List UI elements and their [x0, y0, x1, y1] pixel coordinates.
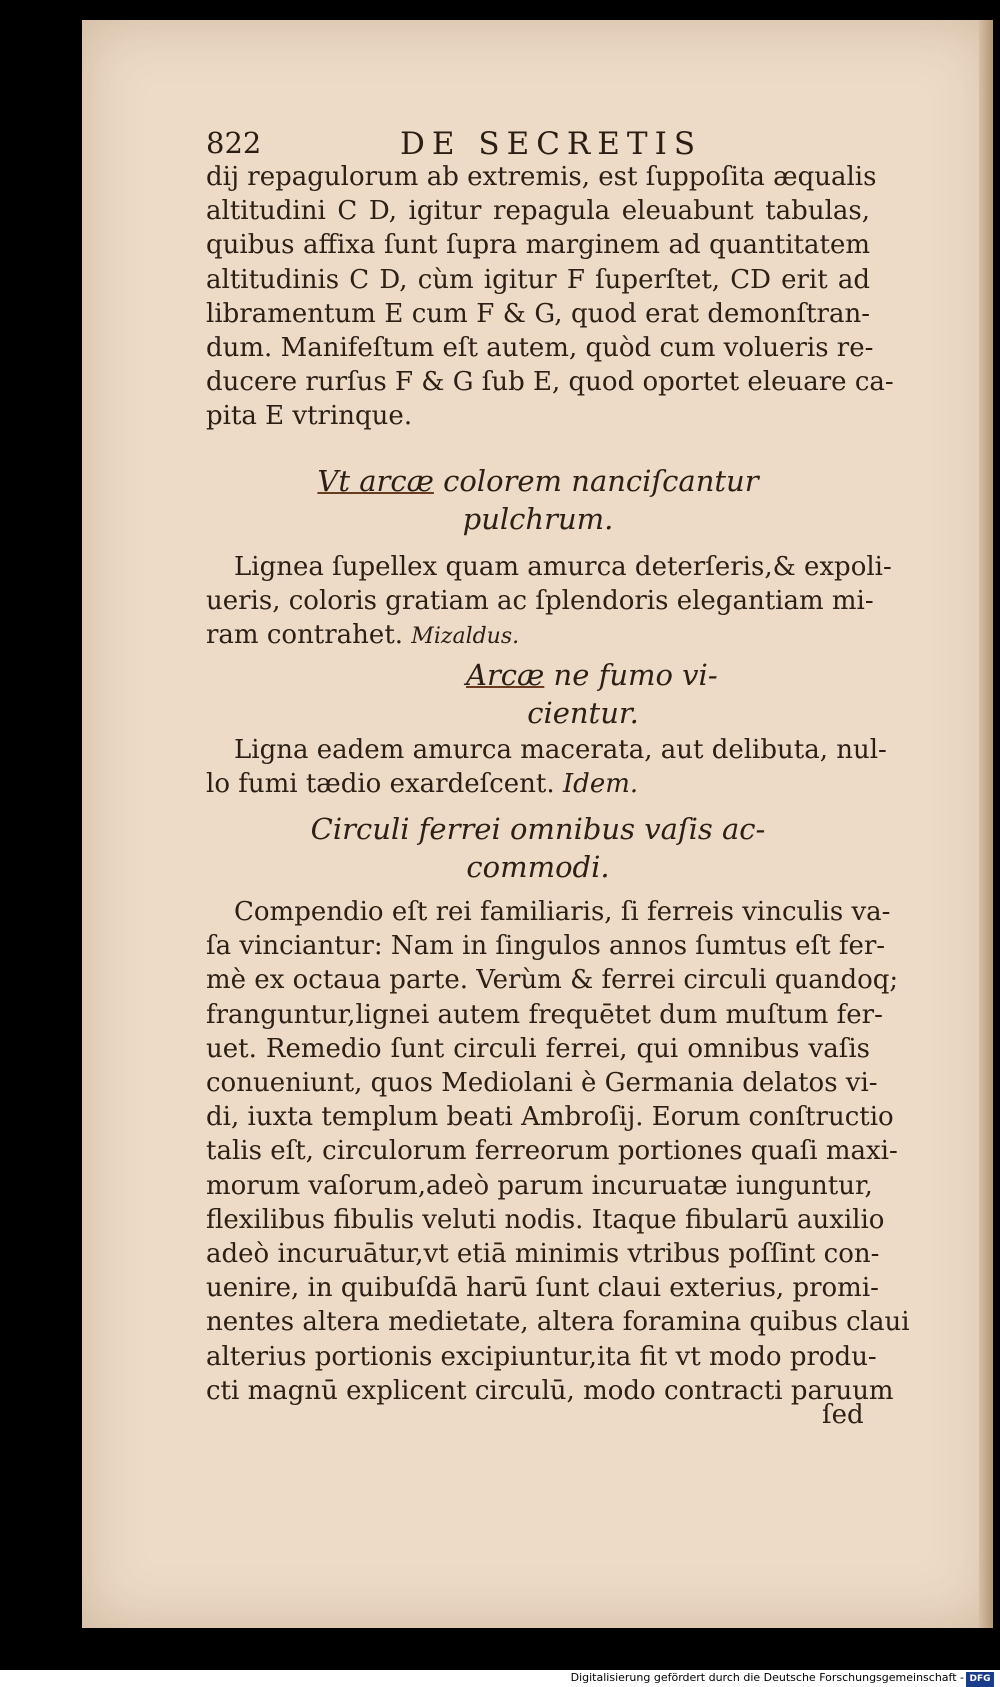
heading-line: cientur.	[527, 696, 639, 730]
digitization-credit: Digitalisierung gefördert durch die Deutsche Forschungsgemeinschaft -	[570, 1671, 964, 1684]
text-line: dij repagulorum ab extremis, est ſuppoſita æqualis	[206, 162, 877, 192]
paragraph-4	[206, 895, 910, 1408]
text-line: quibus affixa ſunt ſupra marginem ad quantitatem	[206, 230, 870, 261]
section-heading-3	[206, 810, 870, 886]
text-line: morum vaſorum,adeò parum incuruatæ iunguntur,	[206, 1170, 873, 1201]
text-line: flexilibus fibulis veluti nodis. Itaque fibularū auxilio	[206, 1204, 885, 1235]
text-line: nentes altera medietate, altera foramina quibus claui	[206, 1307, 910, 1338]
source-citation: Idem.	[562, 769, 639, 800]
page-edge	[979, 20, 993, 1628]
text-line: ſa vinciantur: Nam in ſingulos annos ſumtus eſt fer-	[206, 931, 886, 962]
text-line: uet. Remedio ſunt circuli ferrei, qui omnibus vaſis	[206, 1033, 870, 1064]
text-line: uenire, in quibuſdā harū ſunt claui exterius, promi-	[206, 1273, 879, 1304]
heading-line: pulchrum.	[462, 502, 614, 536]
text-line: altitudini C D, igitur repagula eleuabunt tabulas,	[206, 196, 870, 227]
annotated-word: Vt arcæ	[317, 464, 434, 498]
heading-line	[206, 656, 870, 694]
text-segment: lo fumi tædio exardeſcent.	[206, 769, 555, 800]
paragraph-1	[206, 160, 894, 434]
text-line: talis eſt, circulorum ferreorum portiones quaſi maxi-	[206, 1136, 898, 1167]
section-heading-2	[206, 656, 870, 732]
annotated-word: Arcæ	[466, 658, 545, 692]
text-line: libramentum E cum F & G, quod erat demonſtran-	[206, 298, 870, 329]
heading-text: colorem nanciſcantur	[433, 464, 759, 498]
paragraph-3	[206, 733, 887, 801]
text-line: ueris, coloris gratiam ac ſplendoris elegantiam mi-	[206, 586, 874, 617]
text-line: adeò incuruātur,vt etiā minimis vtribus poſſint con-	[206, 1239, 880, 1270]
source-citation: Mizaldus.	[411, 624, 520, 650]
text-segment: ram contrahet.	[206, 620, 404, 651]
text-line: Lignea ſupellex quam amurca deterſeris,& expoli-	[234, 552, 892, 582]
heading-text: ne fumo vi-	[544, 658, 718, 692]
section-heading-1	[206, 462, 870, 538]
heading-line	[206, 462, 870, 500]
text-line: mè ex octaua parte. Verùm & ferrei circuli quandoq;	[206, 965, 899, 996]
text-line: cti magnū explicent circulū, modo contracti paruum	[206, 1375, 894, 1406]
text-line: conueniunt, quos Mediolani è Germania delatos vi-	[206, 1068, 878, 1099]
paragraph-2	[206, 550, 892, 655]
running-title: DE SECRETIS	[400, 126, 703, 162]
dfg-logo: DFG	[966, 1672, 994, 1687]
text-line: altitudinis C D, cùm igitur F ſuperſtet, CD erit ad	[206, 264, 870, 295]
text-line: ducere rurſus F & G ſub E, quod oportet eleuare ca-	[206, 367, 894, 398]
text-line	[206, 618, 870, 654]
text-line: alterius portionis excipiuntur,ita fit vt modo produ-	[206, 1341, 877, 1372]
text-line	[206, 767, 870, 801]
text-line: Ligna eadem amurca macerata, aut delibuta, nul-	[234, 735, 887, 765]
text-line: franguntur,lignei autem frequētet dum muſtum fer-	[206, 999, 883, 1030]
text-line: dum. Manifeſtum eſt autem, quòd cum volueris re-	[206, 333, 874, 364]
text-line: di, iuxta templum beati Ambroſij. Eorum conſtructio	[206, 1102, 894, 1133]
text-line: pita E vtrinque.	[206, 401, 413, 432]
heading-line: commodi.	[466, 850, 610, 884]
text-line: Compendio eſt rei familiaris, ſi ferreis vinculis va-	[234, 897, 891, 927]
page-number: 822	[206, 126, 262, 160]
catchword: ſed	[822, 1400, 864, 1430]
heading-line: Circuli ferrei omnibus vaſis ac-	[310, 812, 766, 846]
